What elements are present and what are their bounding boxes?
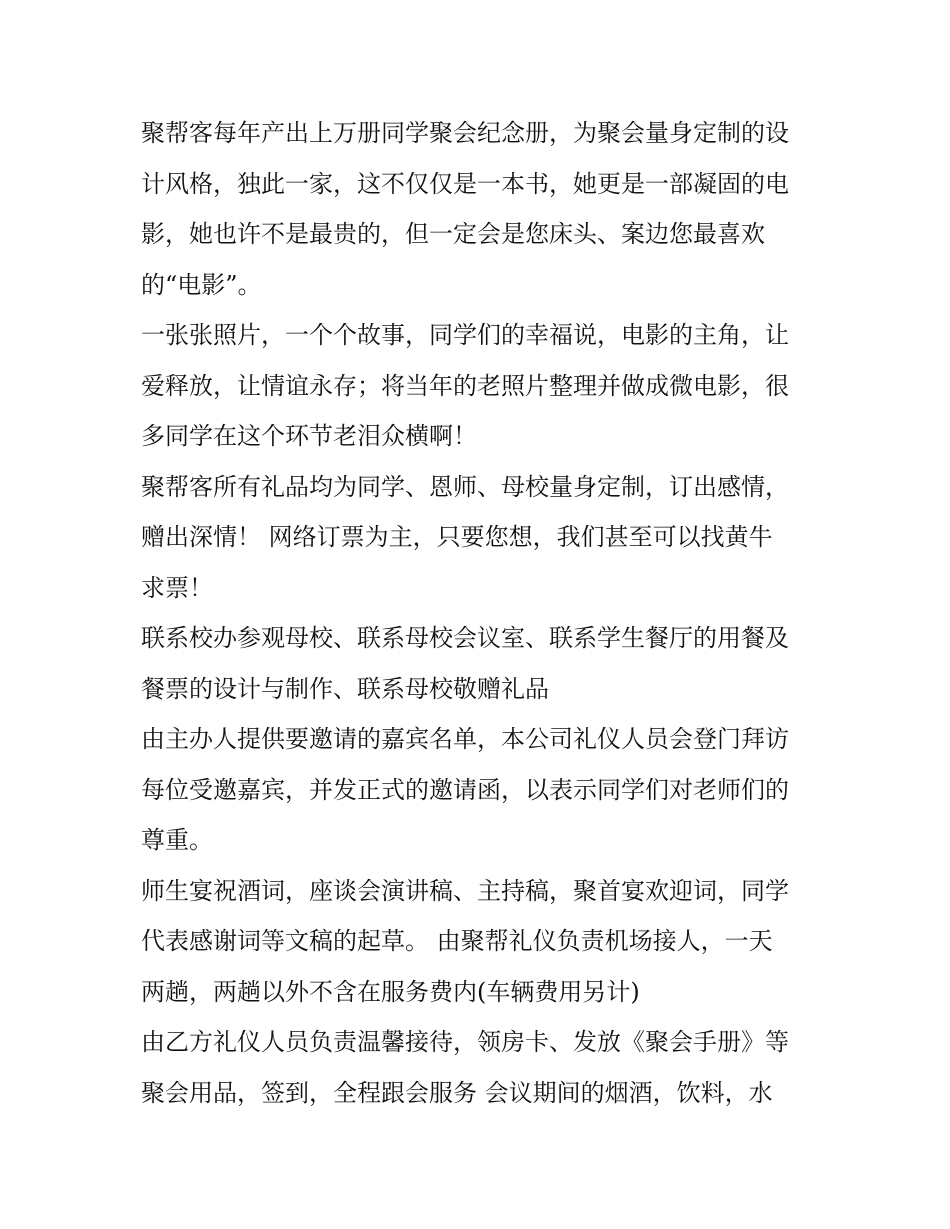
paragraph-gifts bbox=[141, 462, 821, 614]
text-line: 聚帮客每年产出上万册同学聚会纪念册，为聚会量身定制的设 bbox=[141, 119, 789, 147]
text-line: 多同学在这个环节老泪众横啊！ bbox=[141, 422, 477, 450]
text-line: 影，她也许不是最贵的，但一定会是您床头、案边您最喜欢 bbox=[141, 220, 765, 248]
text-line: 求票！ bbox=[141, 573, 213, 602]
document-body bbox=[141, 108, 821, 1118]
text-line: 一张张照片，一个个故事，同学们的幸福说，电影的主角，让 bbox=[141, 321, 789, 349]
text-line: 由主办人提供要邀请的嘉宾名单，本公司礼仪人员会登门拜访 bbox=[141, 725, 789, 753]
text-line: 餐票的设计与制作、联系母校敬赠礼品 bbox=[141, 674, 549, 703]
text-line: 爱释放，让情谊永存；将当年的老照片整理并做成微电影，很 bbox=[141, 371, 789, 400]
text-line: 代表感谢词等文稿的起草。 由聚帮礼仪负责机场接人，一天 bbox=[141, 927, 773, 955]
text-line: 计风格，独此一家，这不仅仅是一本书，她更是一部凝固的电 bbox=[141, 169, 789, 198]
paragraph-reception bbox=[141, 1017, 821, 1118]
text-line: 每位受邀嘉宾，并发正式的邀请函，以表示同学们对老师们的 bbox=[141, 775, 789, 804]
text-line: 由乙方礼仪人员负责温馨接待，领房卡、发放《聚会手册》等 bbox=[141, 1028, 789, 1056]
text-line: 的“电影”。 bbox=[141, 270, 262, 299]
paragraph-invitations bbox=[141, 714, 821, 866]
text-line: 联系校办参观母校、联系母校会议室、联系学生餐厅的用餐及 bbox=[141, 624, 789, 652]
paragraph-photos bbox=[141, 310, 821, 462]
text-line: 聚会用品，签到，全程跟会服务 会议期间的烟酒，饮料，水 bbox=[141, 1078, 773, 1107]
paragraph-school-visit bbox=[141, 613, 821, 714]
text-line: 聚帮客所有礼品均为同学、恩师、母校量身定制，订出感情， bbox=[141, 472, 789, 501]
paragraph-yearbook bbox=[141, 108, 821, 310]
text-line: 赠出深情！ 网络订票为主，只要您想，我们甚至可以找黄牛 bbox=[141, 523, 773, 551]
text-line: 两趟，两趟以外不含在服务费内(车辆费用另计) bbox=[141, 977, 640, 1006]
text-line: 师生宴祝酒词，座谈会演讲稿、主持稿，聚首宴欢迎词，同学 bbox=[141, 876, 789, 905]
text-line: 尊重。 bbox=[141, 826, 213, 854]
paragraph-speeches bbox=[141, 866, 821, 1018]
